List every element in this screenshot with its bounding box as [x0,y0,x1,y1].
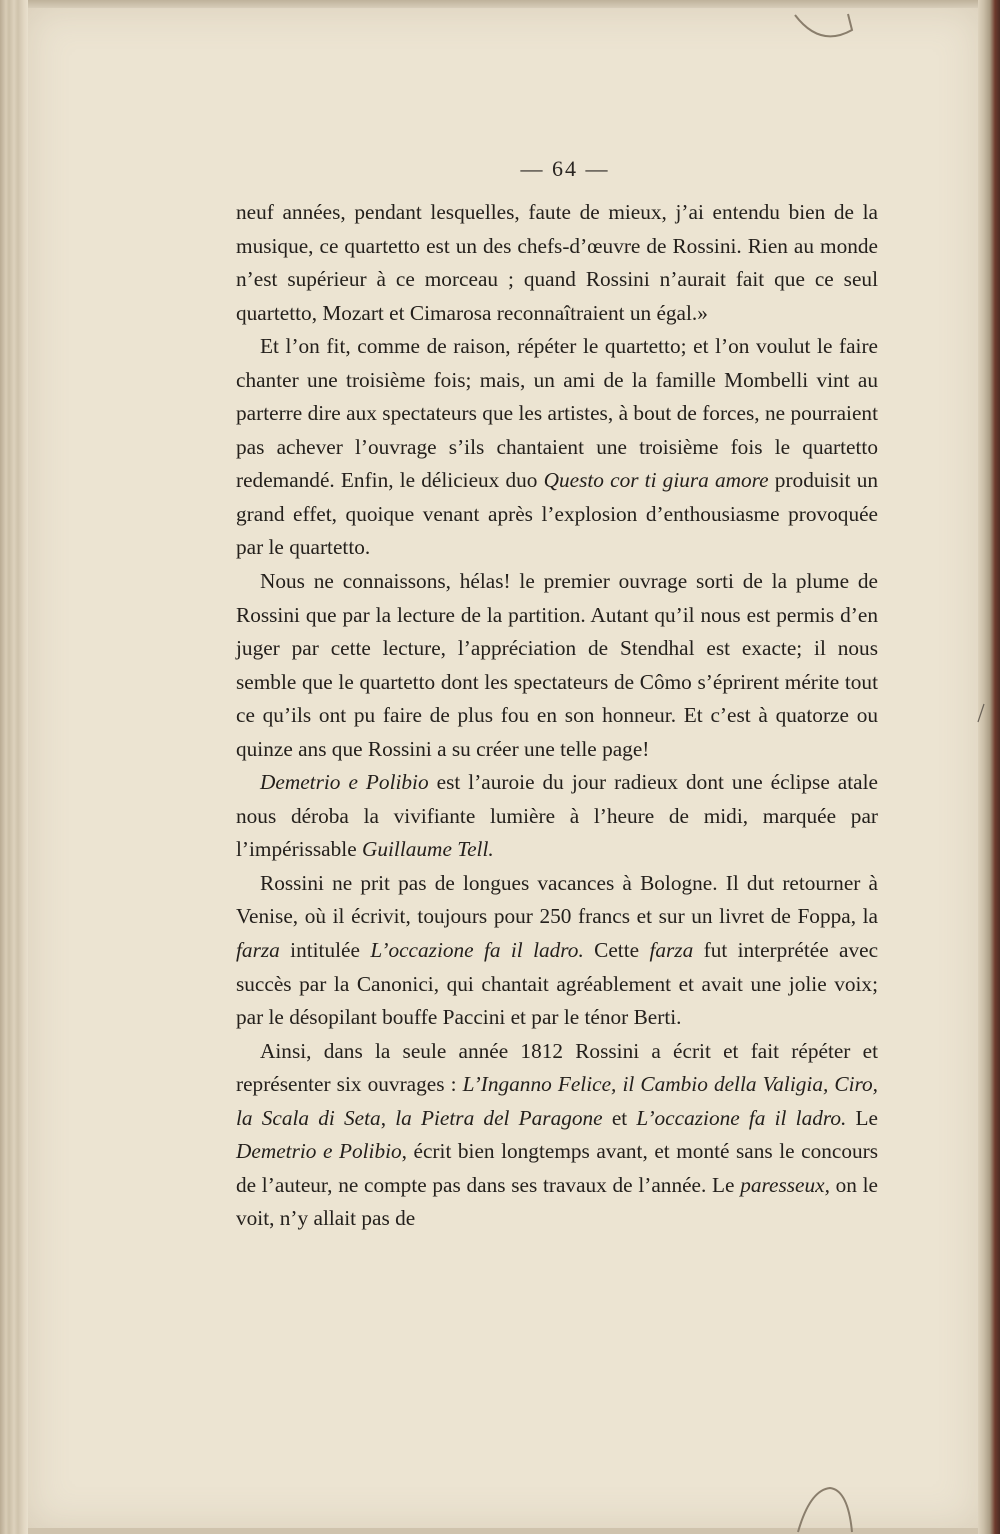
text-run: Rossini ne prit pas de longues vacances à Bologne. Il dut retourner à Venise, où il écrivit, toujours pour 250 francs et sur un livret de Foppa, la [236,870,878,929]
page-number: — 64 — [520,156,610,181]
text-run: intitulée [279,938,371,963]
paragraph [236,330,878,565]
italic-text: L’Inganno Felice, il Cambio della Valigia, Ciro, la Scala di Seta [236,1072,878,1130]
text-run: Le [846,1105,879,1130]
paper-clip-mark-top [790,10,860,50]
italic-text: Demetrio e Polibio [260,770,429,795]
text-run: Cette [583,938,650,963]
paragraph [236,1035,878,1236]
margin-tick [976,700,986,730]
text-run: fut interprétée avec succès par la Canonici, qui chantait agréablement et avait une jolie voix; par le désopilant bouffe Paccini et par le ténor Berti. [236,938,879,1030]
italic-text: Guillaume Tell. [361,837,494,862]
paragraph [236,565,878,766]
paragraph [236,196,878,330]
paragraph [236,867,878,1035]
paragraph [236,766,878,867]
text-run: produisit un grand effet, quoique venant après l’explosion d’enthousiasme provoquée par le quartetto. [236,468,879,560]
italic-text: Demetrio e Polibio [236,1139,402,1164]
text-run: Ainsi, dans la seule année 1812 Rossini a écrit et fait répéter et représenter six ouvrages : [236,1038,878,1097]
italic-text: farza [236,938,280,963]
binding-edge [0,0,28,1534]
text-run: , écrit bien longtemps avant, et monté sans le concours de l’auteur, ne compte pas dans ses travaux de l’année. Le [236,1139,878,1197]
italic-text: Questo cor ti giura amore [543,468,769,493]
italic-text: farza [649,938,694,963]
text-run: et [602,1105,637,1130]
text-run: , [380,1105,396,1130]
text-run: Nous ne connaissons, hélas! le premier ouvrage sorti de la plume de Rossini que par la lecture de la partition. Autant qu’il nous est permis d’en juger par cette lecture, l’appréciation de Stendhal est exacte; il nous semble que le quartetto dont les spectateurs de Cômo s’éprirent mérite tout ce qu’ils ont pu faire de plus fou en son honneur. Et c’est à quatorze ou quinze ans que Rossini a su créer une telle page! [236,569,878,761]
paper-clip-mark-bottom [790,1480,860,1534]
text-run: on le voit, n’y allait pas de [236,1172,878,1231]
italic-text: L’occazione fa il ladro. [636,1105,847,1130]
text-run: est l’auroie du jour radieux dont une éclipse atale nous déroba la vivifiante lumière à l’heure de midi, marquée par l’impérissable [236,770,878,862]
text-run: neuf années, pendant lesquelles, faute de mieux, j’ai entendu bien de la musique, ce quartetto est un des chefs-d’œuvre de Rossini. Rien au monde n’est supérieur à ce morceau ; quand Rossini n’aurait fait que ce seul quartetto, Mozart et Cimarosa reconnaîtraient un égal.» [236,200,878,325]
italic-text: la Pietra del Paragone [395,1105,603,1130]
text-run: Et l’on fit, comme de raison, répéter le quartetto; et l’on voulut le faire chanter une troisième fois; mais, un ami de la famille Mombelli vint au parterre dire aux spectateurs que les artistes, à bout de forces, ne pourraient pas achever l’ouvrage s’ils chantaient une troisième fois le quartetto redemandé. Enfin, le délicieux duo [236,334,878,493]
right-page-edge [978,0,1000,1534]
italic-text: L’occazione fa il ladro. [370,938,584,963]
italic-text: paresseux, [740,1172,830,1197]
body-text [236,196,878,1236]
